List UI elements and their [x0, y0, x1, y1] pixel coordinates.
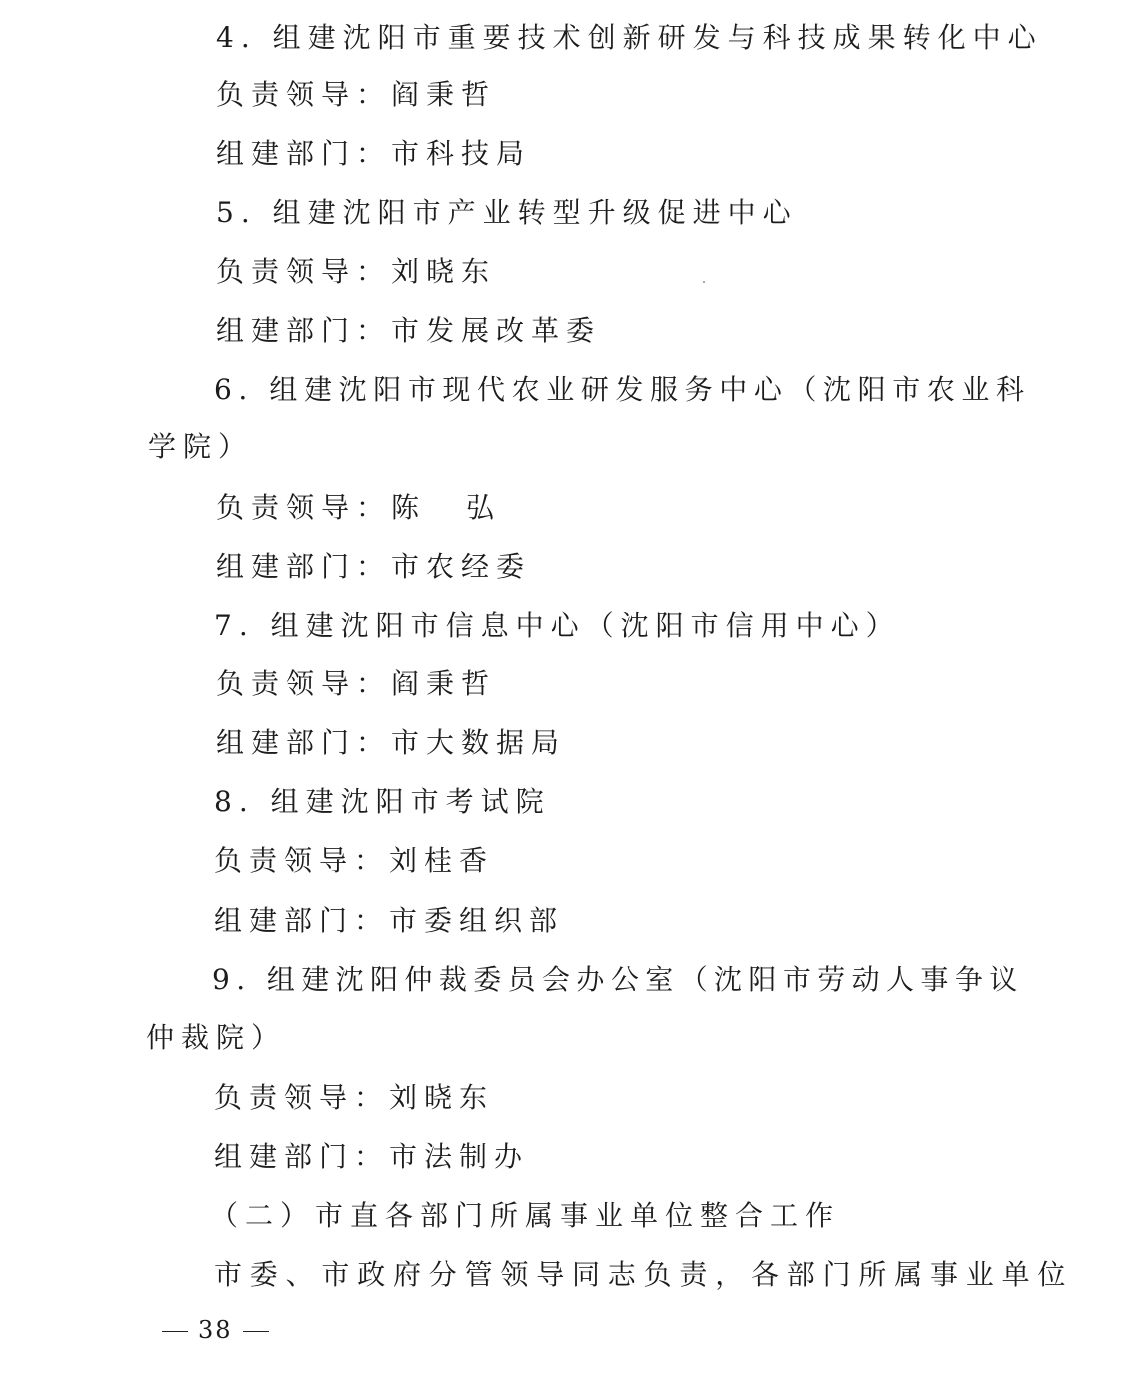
- item-6-title-line2: 学院）: [148, 430, 254, 463]
- item-8-title: 8. 组建沈阳市考试院: [214, 785, 551, 818]
- item-4-title: 4. 组建沈阳市重要技术创新研发与科技成果转化中心: [216, 21, 1043, 54]
- item-6-department: 组建部门：市农经委: [216, 550, 532, 583]
- right-dash: [243, 1331, 269, 1332]
- closing-paragraph: 市委、市政府分管领导同志负责，各部门所属事业单位: [214, 1258, 1074, 1291]
- item-5-title: 5. 组建沈阳市产业转型升级促进中心: [216, 196, 798, 229]
- item-6-leader: [216, 488, 501, 528]
- section-heading: （二）市直各部门所属事业单位整合工作: [210, 1199, 841, 1232]
- page-number: 38: [198, 1316, 233, 1344]
- item-8-leader: 负责领导：刘桂香: [214, 844, 495, 877]
- item-5-leader: 负责领导：刘晓东: [216, 255, 497, 288]
- item-7-leader: 负责领导：阎秉哲: [216, 667, 497, 700]
- item-9-department: 组建部门：市法制办: [214, 1140, 530, 1173]
- item-4-leader: 负责领导：阎秉哲: [216, 78, 497, 111]
- item-6-leader-tail: 弘: [466, 491, 502, 524]
- item-6-leader-label: 负责领导：陈: [216, 491, 427, 524]
- item-6-title-line1: 6. 组建沈阳市现代农业研发服务中心（沈阳市农业科: [214, 373, 1031, 406]
- item-4-department: 组建部门：市科技局: [216, 137, 532, 170]
- page-number-footer: [152, 1312, 279, 1348]
- item-8-department: 组建部门：市委组织部: [214, 904, 565, 937]
- item-7-title: 7. 组建沈阳市信息中心（沈阳市信用中心）: [214, 609, 901, 642]
- item-9-title-line1: 9. 组建沈阳仲裁委员会办公室（沈阳市劳动人事争议: [212, 963, 1024, 996]
- item-5-department: 组建部门：市发展改革委: [216, 314, 602, 347]
- left-dash: [162, 1331, 188, 1332]
- item-7-department: 组建部门：市大数据局: [216, 726, 567, 759]
- scan-speck: [703, 281, 705, 283]
- item-9-title-line2: 仲裁院）: [146, 1021, 287, 1054]
- item-9-leader: 负责领导：刘晓东: [214, 1081, 495, 1114]
